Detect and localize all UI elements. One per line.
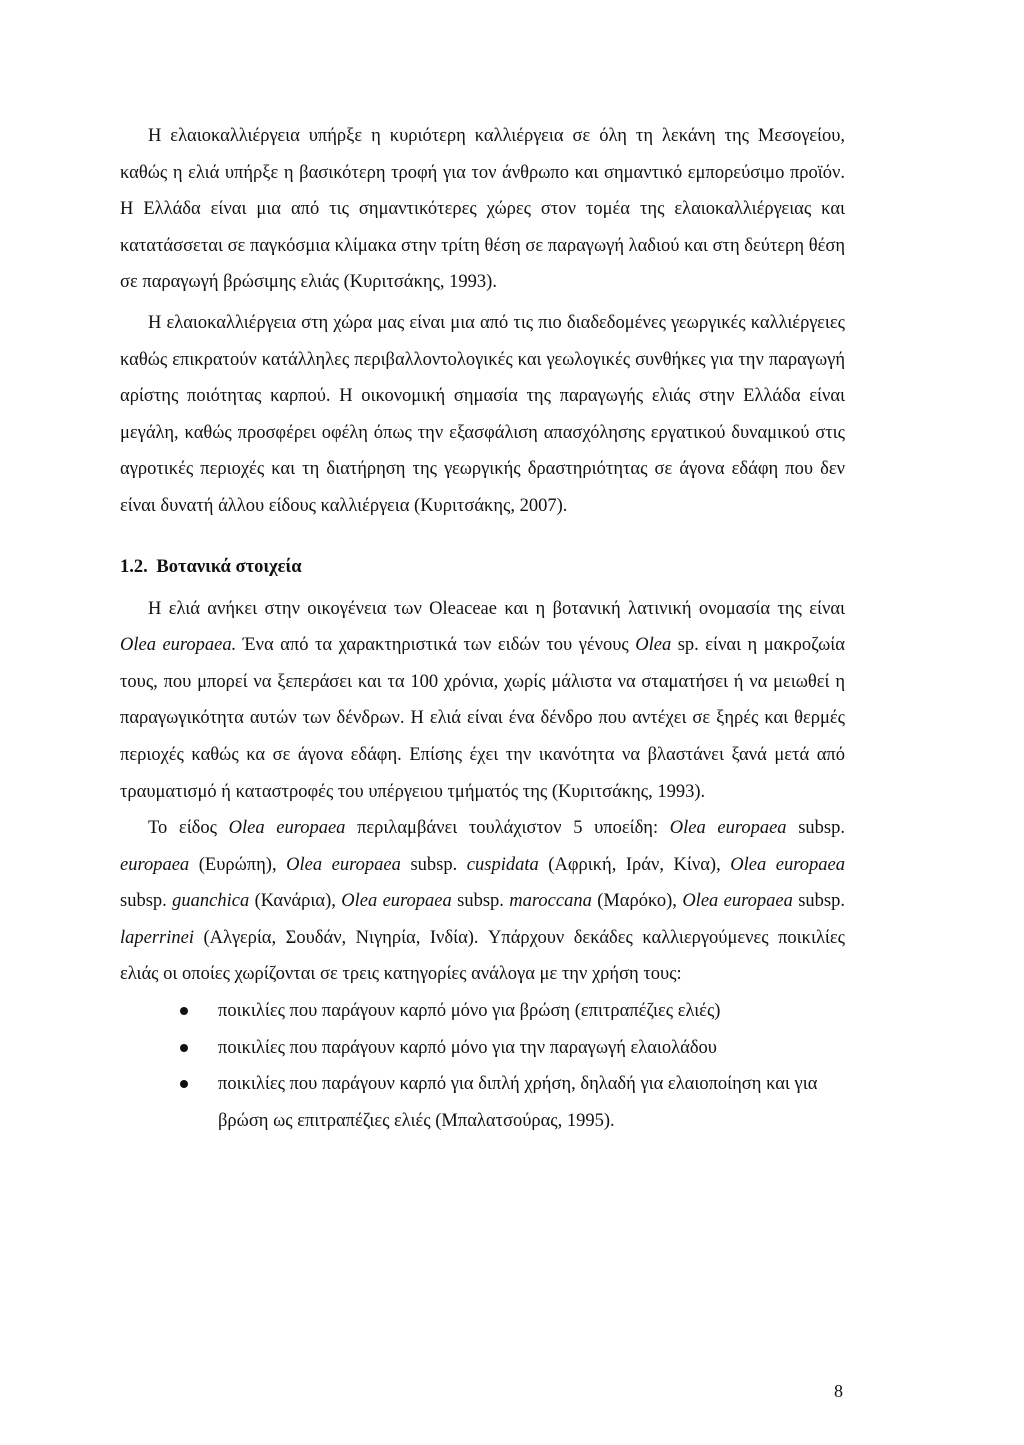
page-number: 8	[834, 1381, 843, 1401]
paragraph-subspecies: Το είδος Olea europaea περιλαμβάνει τουλάχιστον 5 υποείδη: Olea europaea subsp. europaea (Ευρώπη), Olea europaea subsp. cuspidata (Αφρική, Ιράν, Κίνα), Olea europaea subsp. guanchica (Κανάρια), Olea europaea subsp. maroccana (Μαρόκο), Olea europaea subsp. laperrinei (Αλγερία, Σουδάν, Νιγηρία, Ινδία). Υπάρχουν δεκάδες καλλιεργούμενες ποικιλίες ελιάς οι οποίες χωρίζονται σε τρεις κατηγορίες ανάλογα με την χρήση τους:	[120, 818, 845, 985]
list-item: ποικιλίες που παράγουν καρπό για διπλή χρήση, δηλαδή για ελαιοποίηση και για βρώση ως επιτραπέζιες ελιές (Μπαλατσούρας, 1995).	[120, 1066, 845, 1139]
paragraph-botanical-info: Η ελιά ανήκει στην οικογένεια των Oleaceae και η βοτανική λατινική ονομασία της είναι Olea europaea. Ένα από τα χαρακτηριστικά των ειδών του γένους Olea sp. είναι η μακροζωία τους, που μπορεί να ξεπεράσει και τα 100 χρόνια, χωρίς μάλιστα να σταματήσει ή να μειωθεί η παραγωγικότητα αυτών των δένδρων. Η ελιά είναι ένα δένδρο που αντέχει σε ξηρές και θερμές περιοχές καθώς κα σε άγονα εδάφη. Επίσης έχει την ικανότητα να βλαστάνει ξανά μετά από τραυματισμό ή καταστροφές του υπέργειου τμήματός της (Κυριτσάκης, 1993).	[120, 598, 845, 802]
list-item: ποικιλίες που παράγουν καρπό μόνο για βρώση (επιτραπέζιες ελιές)	[120, 993, 845, 1030]
document-page	[120, 118, 845, 1139]
section-number: 1.2.	[120, 556, 148, 577]
paragraph-olive-cultivation-intro: Η ελαιοκαλλιέργεια υπήρξε η κυριότερη καλλιέργεια σε όλη τη λεκάνη της Μεσογείου, καθώς η ελιά υπήρξε η βασικότερη τροφή για τον άνθρωπο και σημαντικό εμπορεύσιμο προϊόν. Η Ελλάδα είναι μια από τις σημαντικότερες χώρες στον τομέα της ελαιοκαλλιέργειας και κατατάσσεται σε παγκόσμια κλίμακα στην τρίτη θέση σε παραγωγή λαδιού και στη δεύτερη θέση σε παραγωγή βρώσιμης ελιάς (Κυριτσάκης, 1993).	[120, 126, 845, 293]
variety-list	[120, 993, 845, 1139]
bullet-icon	[180, 1007, 188, 1015]
list-item: ποικιλίες που παράγουν καρπό μόνο για την παραγωγή ελαιολάδου	[120, 1030, 845, 1067]
bullet-icon	[180, 1044, 188, 1052]
paragraph-olive-cultivation-greece: Η ελαιοκαλλιέργεια στη χώρα μας είναι μια από τις πιο διαδεδομένες γεωργικές καλλιέργειες καθώς επικρατούν κατάλληλες περιβαλλοντολογικές και γεωλογικές συνθήκες για την παραγωγή αρίστης ποιότητας καρπού. Η οικονομική σημασία της παραγωγής ελιάς στην Ελλάδα είναι μεγάλη, καθώς προσφέρει οφέλη όπως την εξασφάλιση απασχόλησης εργατικού δυναμικού στις αγροτικές περιοχές και τη διατήρηση της γεωργικής δραστηριότητας σε άγονα εδάφη που δεν είναι δυνατή άλλου είδους καλλιέργεια (Κυριτσάκης, 2007).	[120, 312, 845, 516]
section-heading	[120, 549, 845, 585]
bullet-icon	[180, 1080, 188, 1088]
section-title: Βοτανικά στοιχεία	[156, 556, 302, 577]
